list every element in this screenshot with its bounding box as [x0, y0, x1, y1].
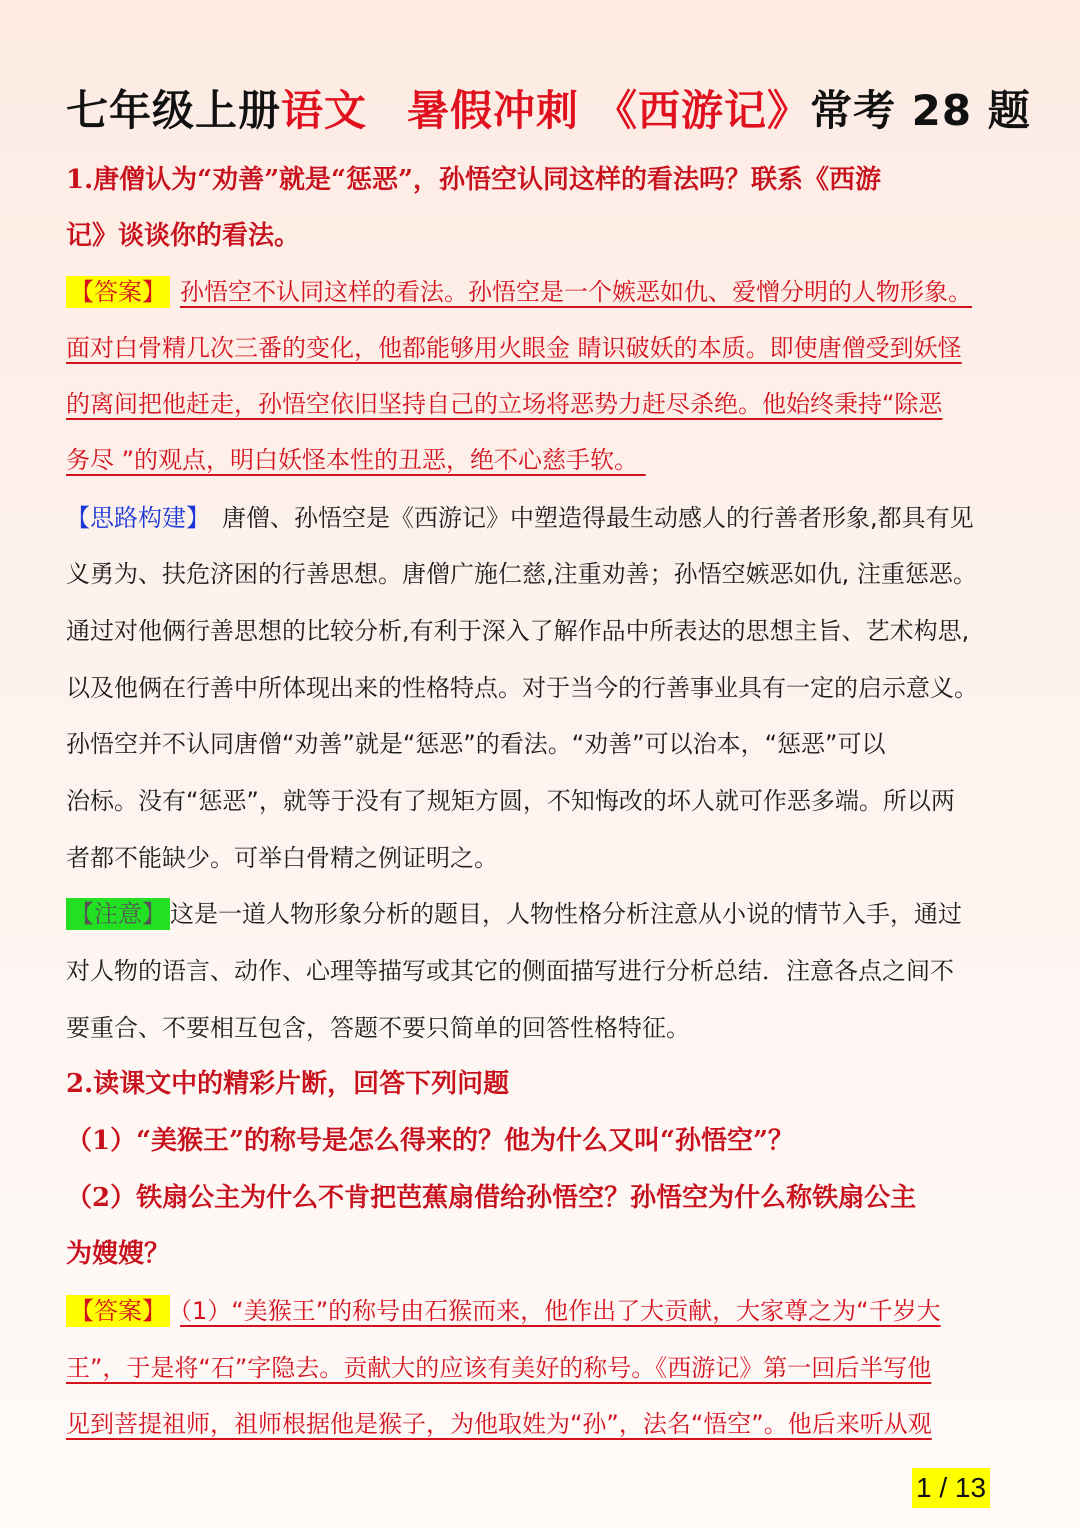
- q1-idea-line: 者都不能缺少。可举白骨精之例证明之。: [66, 844, 498, 872]
- q2-line: 为嫂嫂？: [66, 1239, 171, 1269]
- idea-text: 唐僧、孙悟空是《西游记》中塑造得最生动感人的行善者形象,都具有见: [222, 504, 974, 532]
- q1-idea-line: 义勇为、扶危济困的行善思想。唐僧广施仁慈,注重劝善；孙悟空嫉恶如仇, 注重惩恶。: [66, 560, 977, 588]
- q1-note-line: 要重合、不要相互包含，答题不要只简单的回答性格特征。: [66, 1014, 690, 1042]
- q1-line: 1.唐僧认为“劝善”就是“惩恶”，孙悟空认同这样的看法吗？联系《西游: [66, 165, 881, 195]
- answer-text: 的离间把他赶走，孙悟空依旧坚持自己的立场将恶势力赶尽杀绝。他始终秉持“除恶: [66, 390, 943, 418]
- answer-tag: 【答案】: [66, 1295, 170, 1327]
- q1-idea-line: [66, 490, 1016, 546]
- q1-answer-line: [66, 320, 1016, 376]
- q1-note-line: 对人物的语言、动作、心理等描写或其它的侧面描写进行分析总结．注意各点之间不: [66, 957, 954, 985]
- q2-answer-line: [66, 1340, 1016, 1396]
- q1-answer-line: [66, 264, 1016, 320]
- note-text: 这是一道人物形象分析的题目，人物性格分析注意从小说的情节入手，通过: [170, 900, 962, 928]
- title-book: 《西游记》: [595, 86, 811, 135]
- q1-note-line: [66, 886, 1016, 942]
- page-indicator: 1 / 13: [912, 1468, 990, 1508]
- note-tag: 【注意】: [66, 898, 170, 930]
- q2-line: （2）铁扇公主为什么不肯把芭蕉扇借给孙悟空？孙悟空为什么称铁扇公主: [66, 1183, 917, 1213]
- q1-idea-line: 孙悟空并不认同唐僧“劝善”就是“惩恶”的看法。“劝善”可以治本，“惩恶”可以: [66, 730, 886, 758]
- answer-text: 王”，于是将“石”字隐去。贡献大的应该有美好的称号。《西游记》第一回后半写他: [66, 1354, 932, 1382]
- q1-line: 记》谈谈你的看法。: [66, 221, 301, 251]
- answer-text: 孙悟空不认同这样的看法。孙悟空是一个嫉恶如仇、爱憎分明的人物形象。: [180, 278, 972, 306]
- title-subject: 语文: [281, 86, 368, 135]
- answer-text: （1）“美猴王”的称号由石猴而来，他作出了大贡献，大家尊之为“千岁大: [180, 1297, 941, 1325]
- q2-line: 2.读课文中的精彩片断，回答下列问题: [66, 1069, 510, 1099]
- q1-idea-line: 以及他俩在行善中所体现出来的性格特点。对于当今的行善事业具有一定的启示意义。: [66, 674, 978, 702]
- answer-text: 务尽 ”的观点，明白妖怪本性的丑恶，绝不心慈手软。: [66, 446, 639, 474]
- q2-answer-line: [66, 1283, 1016, 1339]
- title-count: 常考 28 题: [810, 86, 1031, 135]
- q1-idea-line: 通过对他俩行善思想的比较分析,有利于深入了解作品中所表达的思想主旨、艺术构思,: [66, 617, 970, 645]
- page-title: [66, 78, 1031, 138]
- answer-text: 见到菩提祖师，祖师根据他是猴子，为他取姓为“孙”，法名“悟空”。他后来听从观: [66, 1410, 932, 1438]
- idea-tag: 【思路构建】: [66, 504, 210, 532]
- q1-idea-line: 治标。没有“惩恶”，就等于没有了规矩方圆，不知悔改的坏人就可作恶多端。所以两: [66, 787, 955, 815]
- title-grade: 七年级上册: [66, 86, 282, 135]
- answer-tag: 【答案】: [66, 276, 170, 308]
- q2-answer-line: [66, 1396, 1016, 1452]
- q1-answer-line: [66, 376, 1016, 432]
- q2-line: （1）“美猴王”的称号是怎么得来的？他为什么又叫“孙悟空”？: [66, 1126, 794, 1156]
- q1-answer-line: [66, 432, 1016, 488]
- title-sprint: 暑假冲刺: [407, 86, 580, 135]
- answer-text: 面对白骨精几次三番的变化，他都能够用火眼金 睛识破妖的本质。即使唐僧受到妖怪: [66, 334, 962, 362]
